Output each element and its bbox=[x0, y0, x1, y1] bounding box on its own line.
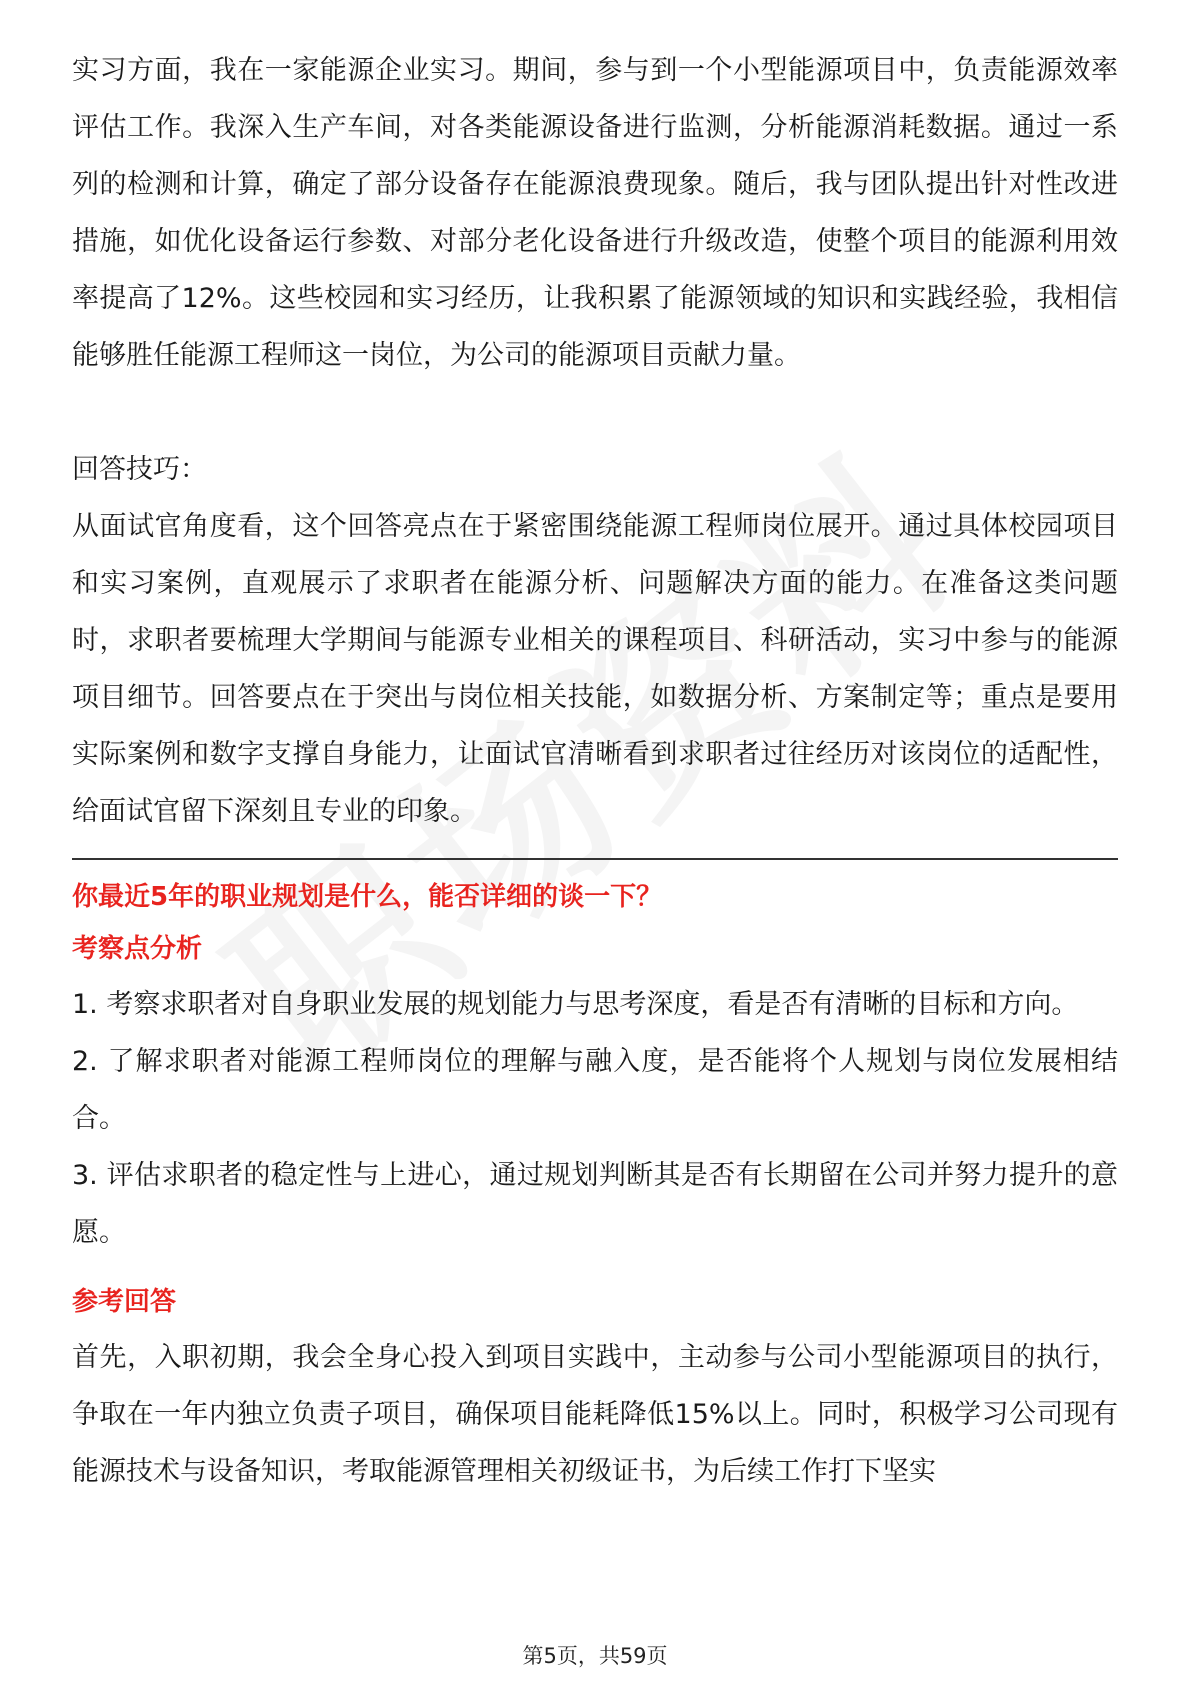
analysis-item-2: 2. 了解求职者对能源工程师岗位的理解与融入度，是否能将个人规划与岗位发展相结合。 bbox=[72, 1046, 1118, 1134]
page-footer: 第5页，共59页 bbox=[522, 1644, 668, 1668]
intro-paragraph: 实习方面，我在一家能源企业实习。期间，参与到一个小型能源项目中，负责能源效率评估工作。我深入生产车间，对各类能源设备进行监测，分析能源消耗数据。通过一系列的检测和计算，确定了部分设备存在能源浪费现象。随后，我与团队提出针对性改进措施，如优化设备运行参数、对部分老化设备进行升级改造，使整个项目的能源利用效率提高了12%。这些校园和实习经历，让我积累了能源领域的知识和实践经验，我相信能够胜任能源工程师这一岗位，为公司的能源项目贡献力量。 bbox=[72, 55, 1118, 371]
reference-title: 参考回答 bbox=[72, 1287, 177, 1317]
section-divider bbox=[72, 858, 1118, 860]
reference-body: 首先，入职初期，我会全身心投入到项目实践中，主动参与公司小型能源项目的执行，争取在一年内独立负责子项目，确保项目能耗降低15%以上。同时，积极学习公司现有能源技术与设备知识，考取能源管理相关初级证书，为后续工作打下坚实 bbox=[72, 1342, 1118, 1487]
document-page bbox=[72, 42, 1118, 1500]
tips-body: 从面试官角度看，这个回答亮点在于紧密围绕能源工程师岗位展开。通过具体校园项目和实习案例，直观展示了求职者在能源分析、问题解决方面的能力。在准备这类问题时，求职者要梳理大学期间与能源专业相关的课程项目、科研活动，实习中参与的能源项目细节。回答要点在于突出与岗位相关技能，如数据分析、方案制定等；重点是要用实际案例和数字支撑自身能力，让面试官清晰看到求职者过往经历对该岗位的适配性，给面试官留下深刻且专业的印象。 bbox=[72, 511, 1118, 827]
analysis-title: 考察点分析 bbox=[72, 934, 203, 964]
paragraph-spacer bbox=[72, 384, 1118, 441]
tips-title: 回答技巧： bbox=[72, 454, 207, 485]
question-heading: 你最近5年的职业规划是什么，能否详细的谈一下？ bbox=[72, 882, 663, 912]
analysis-item-1: 1. 考察求职者对自身职业发展的规划能力与思考深度，看是否有清晰的目标和方向。 bbox=[72, 989, 1079, 1020]
analysis-item-3: 3. 评估求职者的稳定性与上进心，通过规划判断其是否有长期留在公司并努力提升的意愿。 bbox=[72, 1160, 1118, 1248]
